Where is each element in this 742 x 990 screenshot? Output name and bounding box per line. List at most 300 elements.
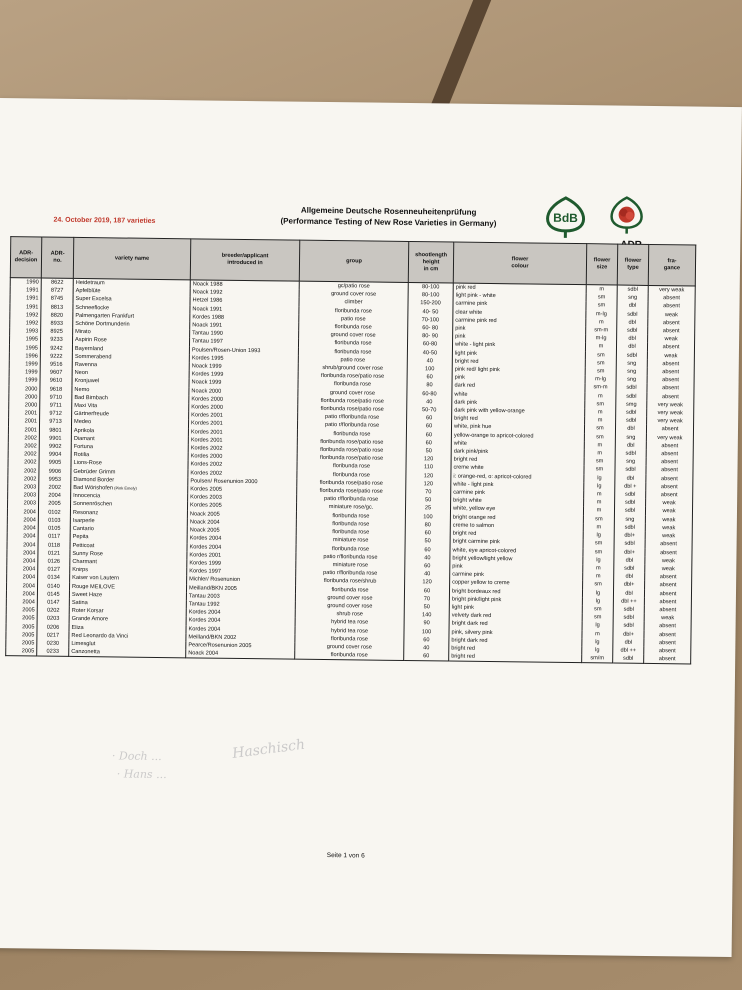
table-cell: 80-100 <box>408 283 453 292</box>
table-cell: sm <box>583 580 614 589</box>
table-cell: 9618 <box>40 385 72 394</box>
table-cell: 2005 <box>6 606 37 615</box>
table-cell: 2004 <box>6 590 37 599</box>
table-cell: Eliza <box>69 623 186 633</box>
table-cell: m <box>583 564 614 573</box>
table-cell: Kordes 2004 <box>186 625 295 635</box>
table-cell: Noack 1991 <box>190 321 299 331</box>
table-cell: Kordes 2000 <box>188 453 297 463</box>
table-cell: 2002 <box>8 442 39 451</box>
table-cell: absent <box>647 343 694 352</box>
table-cell: ground cover rose <box>295 602 404 612</box>
table-cell: 1992 <box>10 311 41 320</box>
table-cell: absent <box>647 393 694 402</box>
table-cell: 40 <box>407 357 452 366</box>
svg-text:BdB: BdB <box>553 210 578 226</box>
table-cell: bright red <box>452 415 585 425</box>
table-cell: Tantau 2003 <box>186 592 295 602</box>
table-cell: absent <box>644 589 691 598</box>
table-cell: 9711 <box>40 402 72 411</box>
table-cell: sm <box>583 548 614 557</box>
table-cell: Kordes 1995 <box>189 354 298 364</box>
table-cell: 40 <box>405 554 450 563</box>
table-cell: sdbl <box>617 285 648 294</box>
table-cell: bright orange red <box>450 513 583 523</box>
table-cell: 40 <box>405 570 450 579</box>
table-cell: sm <box>584 457 615 466</box>
table-cell: patio r/floribunda rose <box>297 421 406 431</box>
table-cell: dbl <box>615 441 646 450</box>
table-cell: 2005 <box>6 639 37 648</box>
table-cell: Pepita <box>70 533 187 543</box>
table-cell: 2001 <box>8 418 39 427</box>
table-cell: Kordes 2004 <box>187 543 296 553</box>
column-header: variety name <box>73 237 190 279</box>
table-cell: sdbl <box>616 417 647 426</box>
table-cell: dbl <box>615 425 646 434</box>
table-cell: sm-m <box>586 326 617 335</box>
table-cell: Bayernland <box>72 345 189 355</box>
table-cell: 60 <box>404 652 449 661</box>
table-cell: 2003 <box>8 491 39 500</box>
table-cell: floribunda rose/patio rose <box>297 454 406 464</box>
table-cell: absent <box>646 458 693 467</box>
table-cell: Rotilia <box>71 451 188 461</box>
table-cell: absent <box>644 622 691 631</box>
document-title <box>228 204 548 230</box>
table-cell: 9904 <box>39 451 71 460</box>
table-cell: very weak <box>647 417 694 426</box>
table-cell: 2004 <box>7 573 38 582</box>
table-cell: Kordes 2005 <box>188 485 297 495</box>
table-cell: dbl + <box>615 482 646 491</box>
table-cell: Kronjuwel <box>72 377 189 387</box>
table-cell: absent <box>644 630 691 639</box>
table-cell: 0126 <box>38 557 70 566</box>
table-cell: 2002 <box>8 467 39 476</box>
table-cell: sdbl <box>617 310 648 319</box>
table-cell: m <box>585 408 616 417</box>
table-cell: sng <box>616 368 647 377</box>
table-cell: weak <box>645 565 692 574</box>
table-cell: Noack 2000 <box>189 387 298 397</box>
table-cell: 100 <box>405 513 450 522</box>
table-cell: 0121 <box>38 549 70 558</box>
table-cell: sm <box>583 515 614 524</box>
table-cell: absent <box>646 491 693 500</box>
table-cell: patio r/floribunda rose <box>296 569 405 579</box>
table-cell: i: orange-red, o: apricot-colored <box>451 472 584 482</box>
table-cell: 80-100 <box>408 291 453 300</box>
table-cell: 100 <box>404 628 449 637</box>
table-cell: sdbl <box>614 507 645 516</box>
table-cell: dbl+ <box>614 548 645 557</box>
table-body <box>6 278 696 665</box>
table-cell: 2002 <box>39 484 71 493</box>
table-cell: 1999 <box>9 377 40 386</box>
table-cell: Poulsen/ Rosenunion 2000 <box>188 477 297 487</box>
variety-alias-note: (Pink Emely) <box>113 485 137 491</box>
table-cell: Lions-Rose <box>71 459 188 469</box>
table-cell: 9516 <box>40 361 72 370</box>
table-cell: creme to salmon <box>450 521 583 531</box>
table-cell: dbl+ <box>614 581 645 590</box>
handwritten-note: · Doch ... <box>111 749 162 764</box>
table-cell: m <box>585 343 616 352</box>
table-cell: Pearce/Rosenunion 2005 <box>186 641 295 651</box>
table-cell: absent <box>646 442 693 451</box>
table-cell: patio r/floribunda rose <box>296 552 405 562</box>
table-cell: floribunda rose <box>298 339 407 349</box>
table-cell: sdbl <box>615 450 646 459</box>
handwritten-note: · Hans ... <box>116 767 167 782</box>
table-cell: Michler/ Rosenunion <box>187 576 296 586</box>
table-cell: shrub rose <box>295 610 404 620</box>
title-german: Allgemeine Deutsche Rosenneuheitenprüfung <box>300 205 477 217</box>
table-cell: clear white <box>453 308 586 318</box>
title-english: (Performance Testing of New Rose Varieties in Germany) <box>280 216 497 229</box>
table-cell: 50 <box>405 537 450 546</box>
table-cell: sng <box>616 376 647 385</box>
table-cell: absent <box>646 475 693 484</box>
table-cell: creme white <box>451 464 584 474</box>
table-cell: floribunda rose <box>296 511 405 521</box>
table-cell: absent <box>646 483 693 492</box>
table-cell: sm <box>586 293 617 302</box>
table-cell: dark red <box>452 382 585 392</box>
table-cell: weak <box>648 335 695 344</box>
table-cell: Noack 1991 <box>190 305 299 315</box>
table-cell: Sweet Haze <box>69 591 186 601</box>
table-cell: Kordes 2005 <box>187 502 296 512</box>
table-cell: Noack 2005 <box>187 526 296 536</box>
table-cell: 80- 90 <box>408 332 453 341</box>
table-cell: 2005 <box>6 647 37 656</box>
table-cell: sng <box>616 359 647 368</box>
table-cell: 9901 <box>39 434 71 443</box>
table-cell: 1991 <box>10 286 41 295</box>
table-cell: weak <box>646 499 693 508</box>
table-cell: sng <box>617 294 648 303</box>
table-cell: dbl <box>617 318 648 327</box>
table-cell: absent <box>648 319 695 328</box>
table-cell: 120 <box>406 480 451 489</box>
table-cell: 8933 <box>41 320 73 329</box>
handwritten-note: Haschisch <box>231 736 306 762</box>
table-cell: floribunda rose <box>299 323 408 333</box>
table-cell: 8727 <box>41 287 73 296</box>
column-header: shootlength height in cm <box>408 242 453 284</box>
table-cell: 2004 <box>7 508 38 517</box>
table-cell: Hetzel 1986 <box>190 297 299 307</box>
table-cell: Noack 2004 <box>186 649 295 659</box>
table-cell: 1990 <box>10 278 41 287</box>
table-cell: Apfelblüte <box>73 287 190 297</box>
table-cell: sdbl <box>616 384 647 393</box>
column-header: flower size <box>586 244 617 285</box>
table-cell: sng <box>615 458 646 467</box>
table-cell: absent <box>648 327 695 336</box>
table-cell: floribunda rose <box>295 651 404 661</box>
table-cell: floribunda rose <box>296 520 405 530</box>
table-cell: Innocencia <box>71 492 188 502</box>
table-cell: sm/m <box>582 654 613 663</box>
table-cell: lg <box>583 556 614 565</box>
table-cell: absent <box>648 302 695 311</box>
table-cell: pink, silvery pink <box>449 628 582 638</box>
table-cell: sm <box>585 367 616 376</box>
table-cell: light pink <box>449 603 582 613</box>
table-cell: 2002 <box>8 459 39 468</box>
table-cell: Tantau 1992 <box>186 600 295 610</box>
column-header: fra- gance <box>648 244 695 286</box>
table-cell: sdbl <box>616 409 647 418</box>
table-cell: 60- 80 <box>408 324 453 333</box>
table-cell: hybrid tea rose <box>295 618 404 628</box>
table-cell: Roter Korsar <box>69 607 186 617</box>
table-cell: bright carmine pink <box>450 538 583 548</box>
table-cell: Noack 2004 <box>187 518 296 528</box>
table-cell: Schneeflocke <box>73 304 190 314</box>
table-cell: Schöne Dortmunderin <box>73 320 190 330</box>
table-cell: 2003 <box>8 483 39 492</box>
table-cell: ground cover rose <box>295 643 404 653</box>
table-cell: Canzonetta <box>69 648 186 658</box>
table-cell: patio r/floribunda rose <box>298 413 407 423</box>
table-cell: 2000 <box>9 401 40 410</box>
table-cell: white, yellow eye <box>450 505 583 515</box>
table-cell: velvety dark red <box>449 612 582 622</box>
table-cell: sdbl <box>614 564 645 573</box>
table-cell: sm <box>584 466 615 475</box>
table-cell: 60 <box>407 373 452 382</box>
table-cell: Gebrüder Grimm <box>71 468 188 478</box>
table-cell: 8820 <box>41 311 73 320</box>
table-cell: 2004 <box>7 524 38 533</box>
table-cell: 2004 <box>7 516 38 525</box>
table-cell: m-lg <box>586 310 617 319</box>
table-cell: ground cover rose <box>299 290 408 300</box>
table-cell: m <box>586 318 617 327</box>
column-header: ADR- no. <box>41 237 73 278</box>
table-cell: floribunda rose <box>295 585 404 595</box>
table-cell: 1999 <box>9 360 40 369</box>
table-cell: carmine pink <box>451 489 584 499</box>
table-cell: 9610 <box>40 377 72 386</box>
table-cell: lg <box>583 531 614 540</box>
table-cell: Mirato <box>73 328 190 338</box>
table-cell: 9242 <box>40 344 72 353</box>
table-cell: miniature rose <box>296 536 405 546</box>
table-cell: Tantau 1990 <box>190 330 299 340</box>
column-header: ADR- decision <box>10 237 41 278</box>
table-cell: floribunda rose/patio rose <box>297 446 406 456</box>
table-cell: 2000 <box>9 385 40 394</box>
table-cell: sdbl <box>613 614 644 623</box>
table-cell: ground cover rose <box>299 331 408 341</box>
table-cell: carmine pink red <box>453 316 586 326</box>
table-cell: sdbl <box>615 499 646 508</box>
table-cell: dbl ++ <box>613 646 644 655</box>
table-cell: 8622 <box>41 278 73 287</box>
table-cell: 0102 <box>38 508 70 517</box>
table-cell: m <box>583 572 614 581</box>
table-cell: 40-50 <box>407 349 452 358</box>
table-cell: 2003 <box>7 500 38 509</box>
table-cell: Noack 1999 <box>189 362 298 372</box>
table-cell: 60 <box>406 431 451 440</box>
table-cell: 60 <box>407 414 452 423</box>
table-cell: Kordes 2001 <box>187 551 296 561</box>
table-cell: miniature rose/gc. <box>296 503 405 513</box>
table-cell: 8813 <box>41 303 73 312</box>
table-cell: floribunda rose <box>296 544 405 554</box>
table-cell: sdbl <box>616 392 647 401</box>
table-cell: 9222 <box>40 352 72 361</box>
table-cell: 1991 <box>10 303 41 312</box>
table-cell: 2004 <box>7 532 38 541</box>
table-cell: 9902 <box>39 443 71 452</box>
table-cell: Kordes 2004 <box>187 535 296 545</box>
table-cell: 2005 <box>6 631 37 640</box>
table-cell: Diamant <box>71 435 188 445</box>
table-cell: Poulsen/Rosen-Union 1993 <box>189 346 298 356</box>
column-header: flower colour <box>453 242 586 285</box>
table-cell: weak <box>645 516 692 525</box>
table-cell: Heidetraum <box>73 278 190 288</box>
table-cell: absent <box>644 639 691 648</box>
table-cell: floribunda rose/patio rose <box>297 479 406 489</box>
table-cell: 120 <box>406 455 451 464</box>
table-cell: sdbl <box>617 327 648 336</box>
table-cell: bright red <box>449 644 582 654</box>
table-cell: m <box>583 523 614 532</box>
table-cell: gc/patio rose <box>299 281 408 291</box>
table-cell: weak <box>645 507 692 516</box>
table-cell: Noack 1992 <box>190 289 299 299</box>
table-cell: Meilland/BKN 2002 <box>186 633 295 643</box>
table-cell: dbl <box>614 556 645 565</box>
table-cell: yellow-orange to apricot-colored <box>451 431 584 441</box>
table-cell: 60 <box>406 439 451 448</box>
table-cell: 0233 <box>37 648 69 657</box>
table-cell: Noack 2005 <box>187 510 296 520</box>
table-cell: m <box>584 498 615 507</box>
table-cell: 60 <box>405 545 450 554</box>
table-cell: Cantario <box>70 525 187 535</box>
table-cell: floribunda rose <box>297 429 406 439</box>
table-cell: dark pink/pink <box>451 448 584 458</box>
table-cell: 1995 <box>9 344 40 353</box>
table-cell: absent <box>645 540 692 549</box>
table-cell: 0118 <box>38 541 70 550</box>
table-cell: Rouge MEILOVE <box>69 582 186 592</box>
table-cell: 2005 <box>6 614 37 623</box>
table-cell: dbl <box>617 302 648 311</box>
table-cell: floribunda rose <box>295 634 404 644</box>
table-cell: Isarperle <box>70 517 187 527</box>
table-cell: m <box>585 392 616 401</box>
table-cell: Satina <box>69 599 186 609</box>
table-cell: sdbl <box>614 523 645 532</box>
table-cell: Kordes 2004 <box>186 608 295 618</box>
table-cell: 70 <box>404 595 449 604</box>
table-cell: Kordes 1997 <box>187 567 296 577</box>
table-cell: lg <box>582 589 613 598</box>
table-cell: 0202 <box>37 607 69 616</box>
table-cell: pink red/ light pink <box>452 366 585 376</box>
table-cell: 1999 <box>9 368 40 377</box>
table-cell: Kordes 2003 <box>188 494 297 504</box>
table-cell: Noack 1988 <box>190 280 299 290</box>
table-cell: Kordes 2000 <box>189 395 298 405</box>
table-cell: 50 <box>406 447 451 456</box>
table-cell: 60-80 <box>407 340 452 349</box>
table-cell: Super Excelsa <box>73 295 190 305</box>
table-cell: Fortuna <box>71 443 188 453</box>
table-cell: 9607 <box>40 369 72 378</box>
table-cell: 2002 <box>8 450 39 459</box>
table-cell: 140 <box>404 611 449 620</box>
table-cell: absent <box>645 581 692 590</box>
table-cell: Kordes 2001 <box>188 436 297 446</box>
table-cell: Bad Wörishofen (Pink Emely) <box>71 484 188 494</box>
table-cell: 1995 <box>9 336 40 345</box>
table-cell: 2004 <box>7 565 38 574</box>
table-cell: absent <box>646 450 693 459</box>
table-cell: sm <box>585 359 616 368</box>
table-cell: bright red <box>451 456 584 466</box>
table-cell: 60 <box>405 529 450 538</box>
table-cell: Meilland/BKN 2005 <box>186 584 295 594</box>
table-cell: floribunda rose/patio rose <box>297 438 406 448</box>
column-header: breeder/applicant introduced in <box>190 239 299 281</box>
table-cell: 8925 <box>41 328 73 337</box>
table-cell: 2004 <box>6 598 37 607</box>
table-cell: Resonanz <box>70 509 187 519</box>
table-cell: 0134 <box>38 574 70 583</box>
table-cell: ground cover rose <box>298 388 407 398</box>
table-cell: m-lg <box>586 334 617 343</box>
table-cell: bright white <box>451 497 584 507</box>
table-cell: sng <box>615 433 646 442</box>
table-cell: sm <box>585 400 616 409</box>
table-cell: 0147 <box>37 598 69 607</box>
table-cell: dark pink <box>452 398 585 408</box>
table-cell: 8745 <box>41 295 73 304</box>
table-cell: lg <box>582 638 613 647</box>
table-cell: Limesglut <box>69 640 186 650</box>
table-cell: m <box>582 630 613 639</box>
table-cell: absent <box>648 294 695 303</box>
table-cell: light pink <box>452 349 585 359</box>
table-cell: ground cover rose <box>295 593 404 603</box>
table-cell: absent <box>645 573 692 582</box>
table-cell: 2001 <box>9 409 40 418</box>
table-cell: 2005 <box>6 623 37 632</box>
table-cell: sdbl <box>613 622 644 631</box>
table-cell: Medeo <box>71 418 188 428</box>
table-cell: patio rose <box>299 314 408 324</box>
table-cell: floribunda rose/shrub <box>296 577 405 587</box>
table-cell: 60 <box>406 422 451 431</box>
table-cell: dark pink with yellow-orange <box>452 407 585 417</box>
table-cell: 0230 <box>37 639 69 648</box>
table-cell: 0140 <box>37 582 69 591</box>
table-cell: pink <box>452 374 585 384</box>
table-cell: absent <box>646 425 693 434</box>
table-cell: dbl+ <box>614 532 645 541</box>
